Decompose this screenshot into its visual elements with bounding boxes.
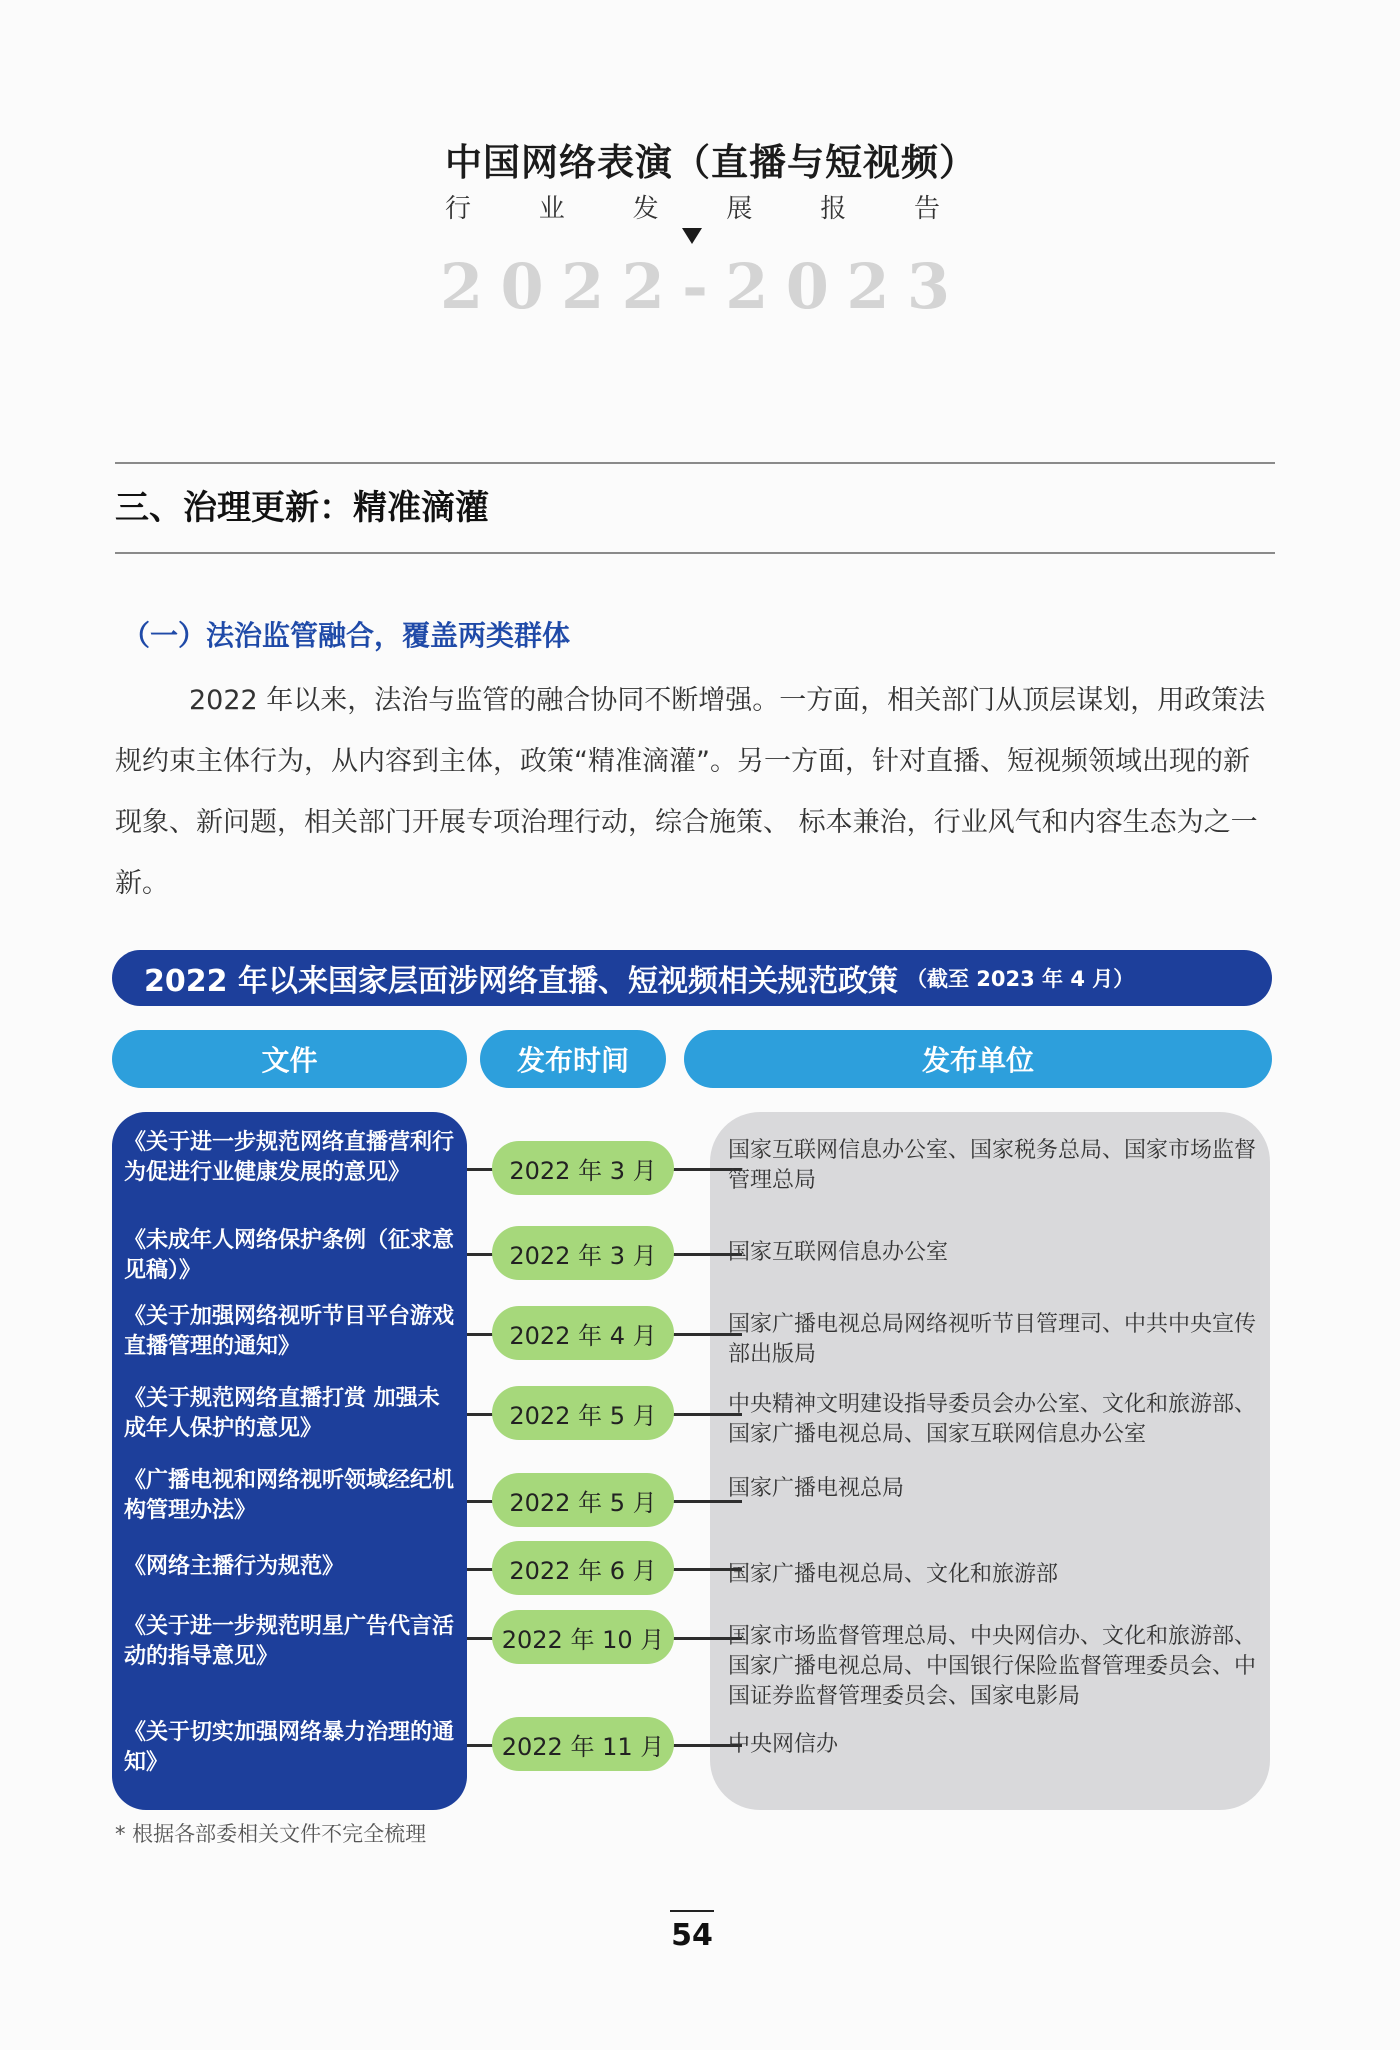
year-char: 0	[785, 250, 829, 323]
page-number-rule	[670, 1910, 714, 1912]
subtitle-char: 发	[632, 194, 659, 224]
paragraph-text: 2022 年以来，法治与监管的融合协同不断增强。一方面，相关部门从顶层谋划，用政策法规约束主体行为，从内容到主体，政策“精准滴灌”。另一方面，针对直播、短视频领域出现的新现象、新问题，相关部门开展专项治理行动，综合施策、 标本兼治，行业风气和内容生态为之一新。	[115, 685, 1266, 899]
row-document: 《关于规范网络直播打赏 加强未成年人保护的意见》	[124, 1386, 440, 1441]
row-unit: 国家广播电视总局网络视听节目管理司、中共中央宣传部出版局	[728, 1312, 1257, 1367]
report-years	[440, 250, 950, 323]
body-paragraph	[115, 670, 1275, 914]
documents-panel	[112, 1112, 467, 1810]
row-unit: 国家广播电视总局、文化和旅游部	[728, 1562, 1059, 1587]
year-char: 2	[621, 250, 665, 323]
table-title-note: （截至 2023 年 4 月）	[905, 967, 1135, 991]
year-char: -	[682, 250, 708, 323]
row-unit: 中央网信办	[728, 1732, 839, 1757]
section-title: 三、治理更新：精准滴灌	[115, 488, 489, 528]
row-document: 《关于进一步规范明星广告代言活动的指导意见》	[124, 1614, 455, 1669]
subtitle-char: 业	[538, 194, 565, 224]
row-date: 2022 年 5 月	[492, 1473, 674, 1527]
row-document: 《关于加强网络视听节目平台游戏直播管理的通知》	[124, 1304, 455, 1359]
year-char: 0	[500, 250, 544, 323]
row-document: 《关于切实加强网络暴力治理的通知》	[124, 1720, 455, 1775]
row-document: 《网络主播行为规范》	[124, 1554, 345, 1579]
row-date: 2022 年 5 月	[492, 1386, 674, 1440]
down-triangle-icon	[682, 228, 702, 244]
year-char: 2	[846, 250, 890, 323]
subtitle-char: 展	[726, 194, 753, 224]
report-title: 中国网络表演（直播与短视频）	[445, 141, 977, 184]
year-char: 3	[906, 250, 950, 323]
year-char: 2	[561, 250, 605, 323]
column-header-date: 发布时间	[480, 1030, 666, 1088]
year-char: 2	[440, 250, 484, 323]
subtitle-char: 报	[820, 194, 847, 224]
row-unit: 国家市场监督管理总局、中央网信办、文化和旅游部、国家广播电视总局、中国银行保险监督管理委员会、中国证券监督管理委员会、国家电影局	[728, 1624, 1257, 1709]
page-number: 54	[671, 1918, 713, 1953]
row-unit: 国家互联网信息办公室	[728, 1240, 949, 1265]
row-document: 《未成年人网络保护条例（征求意见稿）》	[124, 1228, 455, 1283]
subtitle-char: 行	[445, 194, 472, 224]
subsection-title: （一）法治监管融合，覆盖两类群体	[122, 619, 571, 652]
table-banner	[112, 950, 1272, 1006]
row-document: 《关于进一步规范网络直播营利行为促进行业健康发展的意见》	[124, 1130, 455, 1185]
row-document: 《广播电视和网络视听领域经纪机构管理办法》	[124, 1468, 455, 1523]
row-date: 2022 年 6 月	[492, 1541, 674, 1595]
table-footnote: * 根据各部委相关文件不完全梳理	[115, 1822, 427, 1846]
row-date: 2022 年 4 月	[492, 1306, 674, 1360]
row-date: 2022 年 11 月	[492, 1717, 674, 1771]
column-header-doc: 文件	[112, 1030, 467, 1088]
year-char: 2	[725, 250, 769, 323]
report-subtitle	[445, 188, 940, 225]
table-title: 2022 年以来国家层面涉网络直播、短视频相关规范政策	[144, 964, 898, 999]
section-rule-bottom	[115, 552, 1275, 554]
row-unit: 国家互联网信息办公室、国家税务总局、国家市场监督管理总局	[728, 1138, 1257, 1193]
subtitle-char: 告	[913, 194, 940, 224]
column-header-unit: 发布单位	[684, 1030, 1272, 1088]
row-unit: 国家广播电视总局	[728, 1476, 905, 1501]
row-date: 2022 年 3 月	[492, 1226, 674, 1280]
row-unit: 中央精神文明建设指导委员会办公室、文化和旅游部、国家广播电视总局、国家互联网信息办公室	[728, 1392, 1257, 1447]
row-date: 2022 年 3 月	[492, 1141, 674, 1195]
row-date: 2022 年 10 月	[492, 1610, 674, 1664]
section-rule-top	[115, 462, 1275, 464]
